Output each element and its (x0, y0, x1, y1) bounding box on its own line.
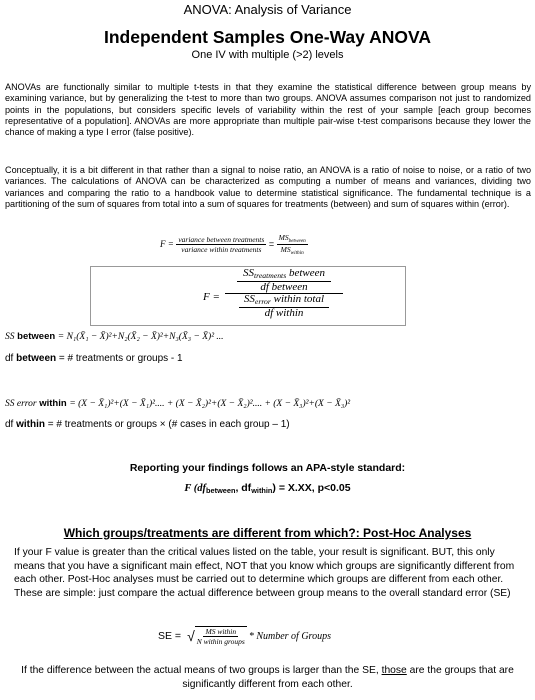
apa-sub-between: between (206, 486, 236, 495)
df-between-bold: between (16, 353, 57, 364)
f-equals: = (268, 238, 275, 249)
ms-within-sub: within (290, 250, 304, 256)
ss-within-label: SS error (5, 399, 37, 409)
df-between-line (5, 353, 183, 364)
f-lhs: F = (160, 238, 174, 249)
concept-paragraph: Conceptually, it is a bit different in that rather than a signal to noise ratio, an ANOVA is a ratio of noise to noise, or a ratio of two variances. The calculations of ANOVA can be characterized as computing a number of means and variances, dividing two variances and comparing the ratio to a handbook value to determine statistical significance. The fundamental technique is a partitioning of the sum of squares from total into a sum of squares for treatments (between) and sum of squares within (error). (5, 165, 531, 209)
final-paragraph (12, 664, 523, 691)
df-within-rest: = # treatments or groups × (# cases in each group – 1) (47, 419, 290, 430)
final-pre: If the difference between the actual means of two groups is larger than the SE, (21, 665, 379, 676)
subtitle: One IV with multiple (>2) levels (191, 49, 344, 61)
ss-within-formula (5, 398, 350, 409)
posthoc-heading: Which groups/treatments are different from which?: Post-Hoc Analyses (63, 526, 472, 540)
main-heading: Independent Samples One-Way ANOVA (103, 27, 432, 47)
page-title: ANOVA: Analysis of Variance (183, 2, 352, 17)
apa-format (0, 482, 535, 495)
se-formula (158, 626, 331, 646)
f2-fraction (225, 268, 343, 319)
final-post: are the groups that are significantly different from each other. (182, 665, 514, 690)
se-denominator: N within groups (196, 637, 245, 646)
apa-sub-within: within (251, 486, 273, 495)
f2-top-sub: treatments (254, 271, 287, 280)
ss-between-formula (5, 331, 224, 342)
df-between-pre: df (5, 353, 14, 364)
f-numerator: variance between treatments (178, 235, 265, 244)
sqrt-icon: √ (187, 628, 195, 644)
apa-comma: , df (235, 482, 252, 494)
f2-top-df: df between (237, 281, 331, 293)
f-ratio-formula (160, 233, 308, 256)
df-within-bold: within (16, 419, 46, 430)
apa-rest: ) = X.XX, p<0.05 (272, 482, 351, 494)
df-between-rest: = # treatments or groups - 1 (58, 353, 183, 364)
ms-within: MS (280, 245, 291, 254)
f2-bot-ss: SS (243, 293, 255, 305)
ss-between-bold: between (17, 331, 56, 342)
intro-paragraph: ANOVAs are functionally similar to multiple t-tests in that they examine the statistical difference between group means by examining variance, but by generalizing the t-test to more than two groups. ANOVA assumes comparison not just to randomized points in the populations, but considers specific levels of variability within the rest of your sample [each group becomes representative of a population]. ANOVAs are more appropriate than multiple pair-wise t-test comparisons because they lower the chance of making a type I error (false positive). (5, 82, 531, 138)
f2-top-ss: SS (243, 267, 255, 279)
ss-ratio-box (90, 266, 406, 326)
ms-between-sub: between (288, 238, 306, 244)
ms-between: MS (278, 233, 289, 242)
df-within-line (5, 419, 290, 430)
ss-within-expr: = (X − X̄₁)²+(X − X̄₁)².... + (X − X̄₂)²+(X − X̄₂)².... + (X − X̄₃)²+(X − X̄₃)² (69, 399, 351, 409)
ss-within-bold: within (39, 398, 67, 409)
se-multiplier: * Number of Groups (248, 630, 331, 642)
se-numerator: MS within (205, 627, 237, 636)
f2-top-word: between (288, 267, 325, 279)
final-underlined: those (381, 665, 407, 676)
posthoc-paragraph: If your F value is greater than the critical values listed on the table, your result is significant. BUT, this only means that you have a significant main effect, NOT that you know which groups are significantly different from each other. Post-Hoc analyses must be carried out to determine which groups are different from each other. These are simple: just compare the actual difference between group means to the overall standard error (SE) (14, 547, 515, 599)
f2-lhs: F = (203, 291, 220, 303)
apa-heading: Reporting your findings follows an APA-style standard: (129, 462, 406, 474)
ss-between-label: SS (5, 332, 15, 342)
f2-bot-sub: error (254, 297, 271, 306)
apa-f: F (df (184, 483, 207, 494)
f2-bot-word: within total (273, 293, 325, 305)
ss-between-expr: = N₁(X̄₁ − X̄)²+N₂(X̄₂ − X̄)²+N₃(X̄₃ − X̄)² ... (57, 332, 224, 342)
f-denominator: variance within treatments (181, 245, 262, 254)
f2-bot-df: df within (239, 307, 329, 319)
df-within-pre: df (5, 419, 14, 430)
se-lhs: SE = (158, 630, 182, 642)
